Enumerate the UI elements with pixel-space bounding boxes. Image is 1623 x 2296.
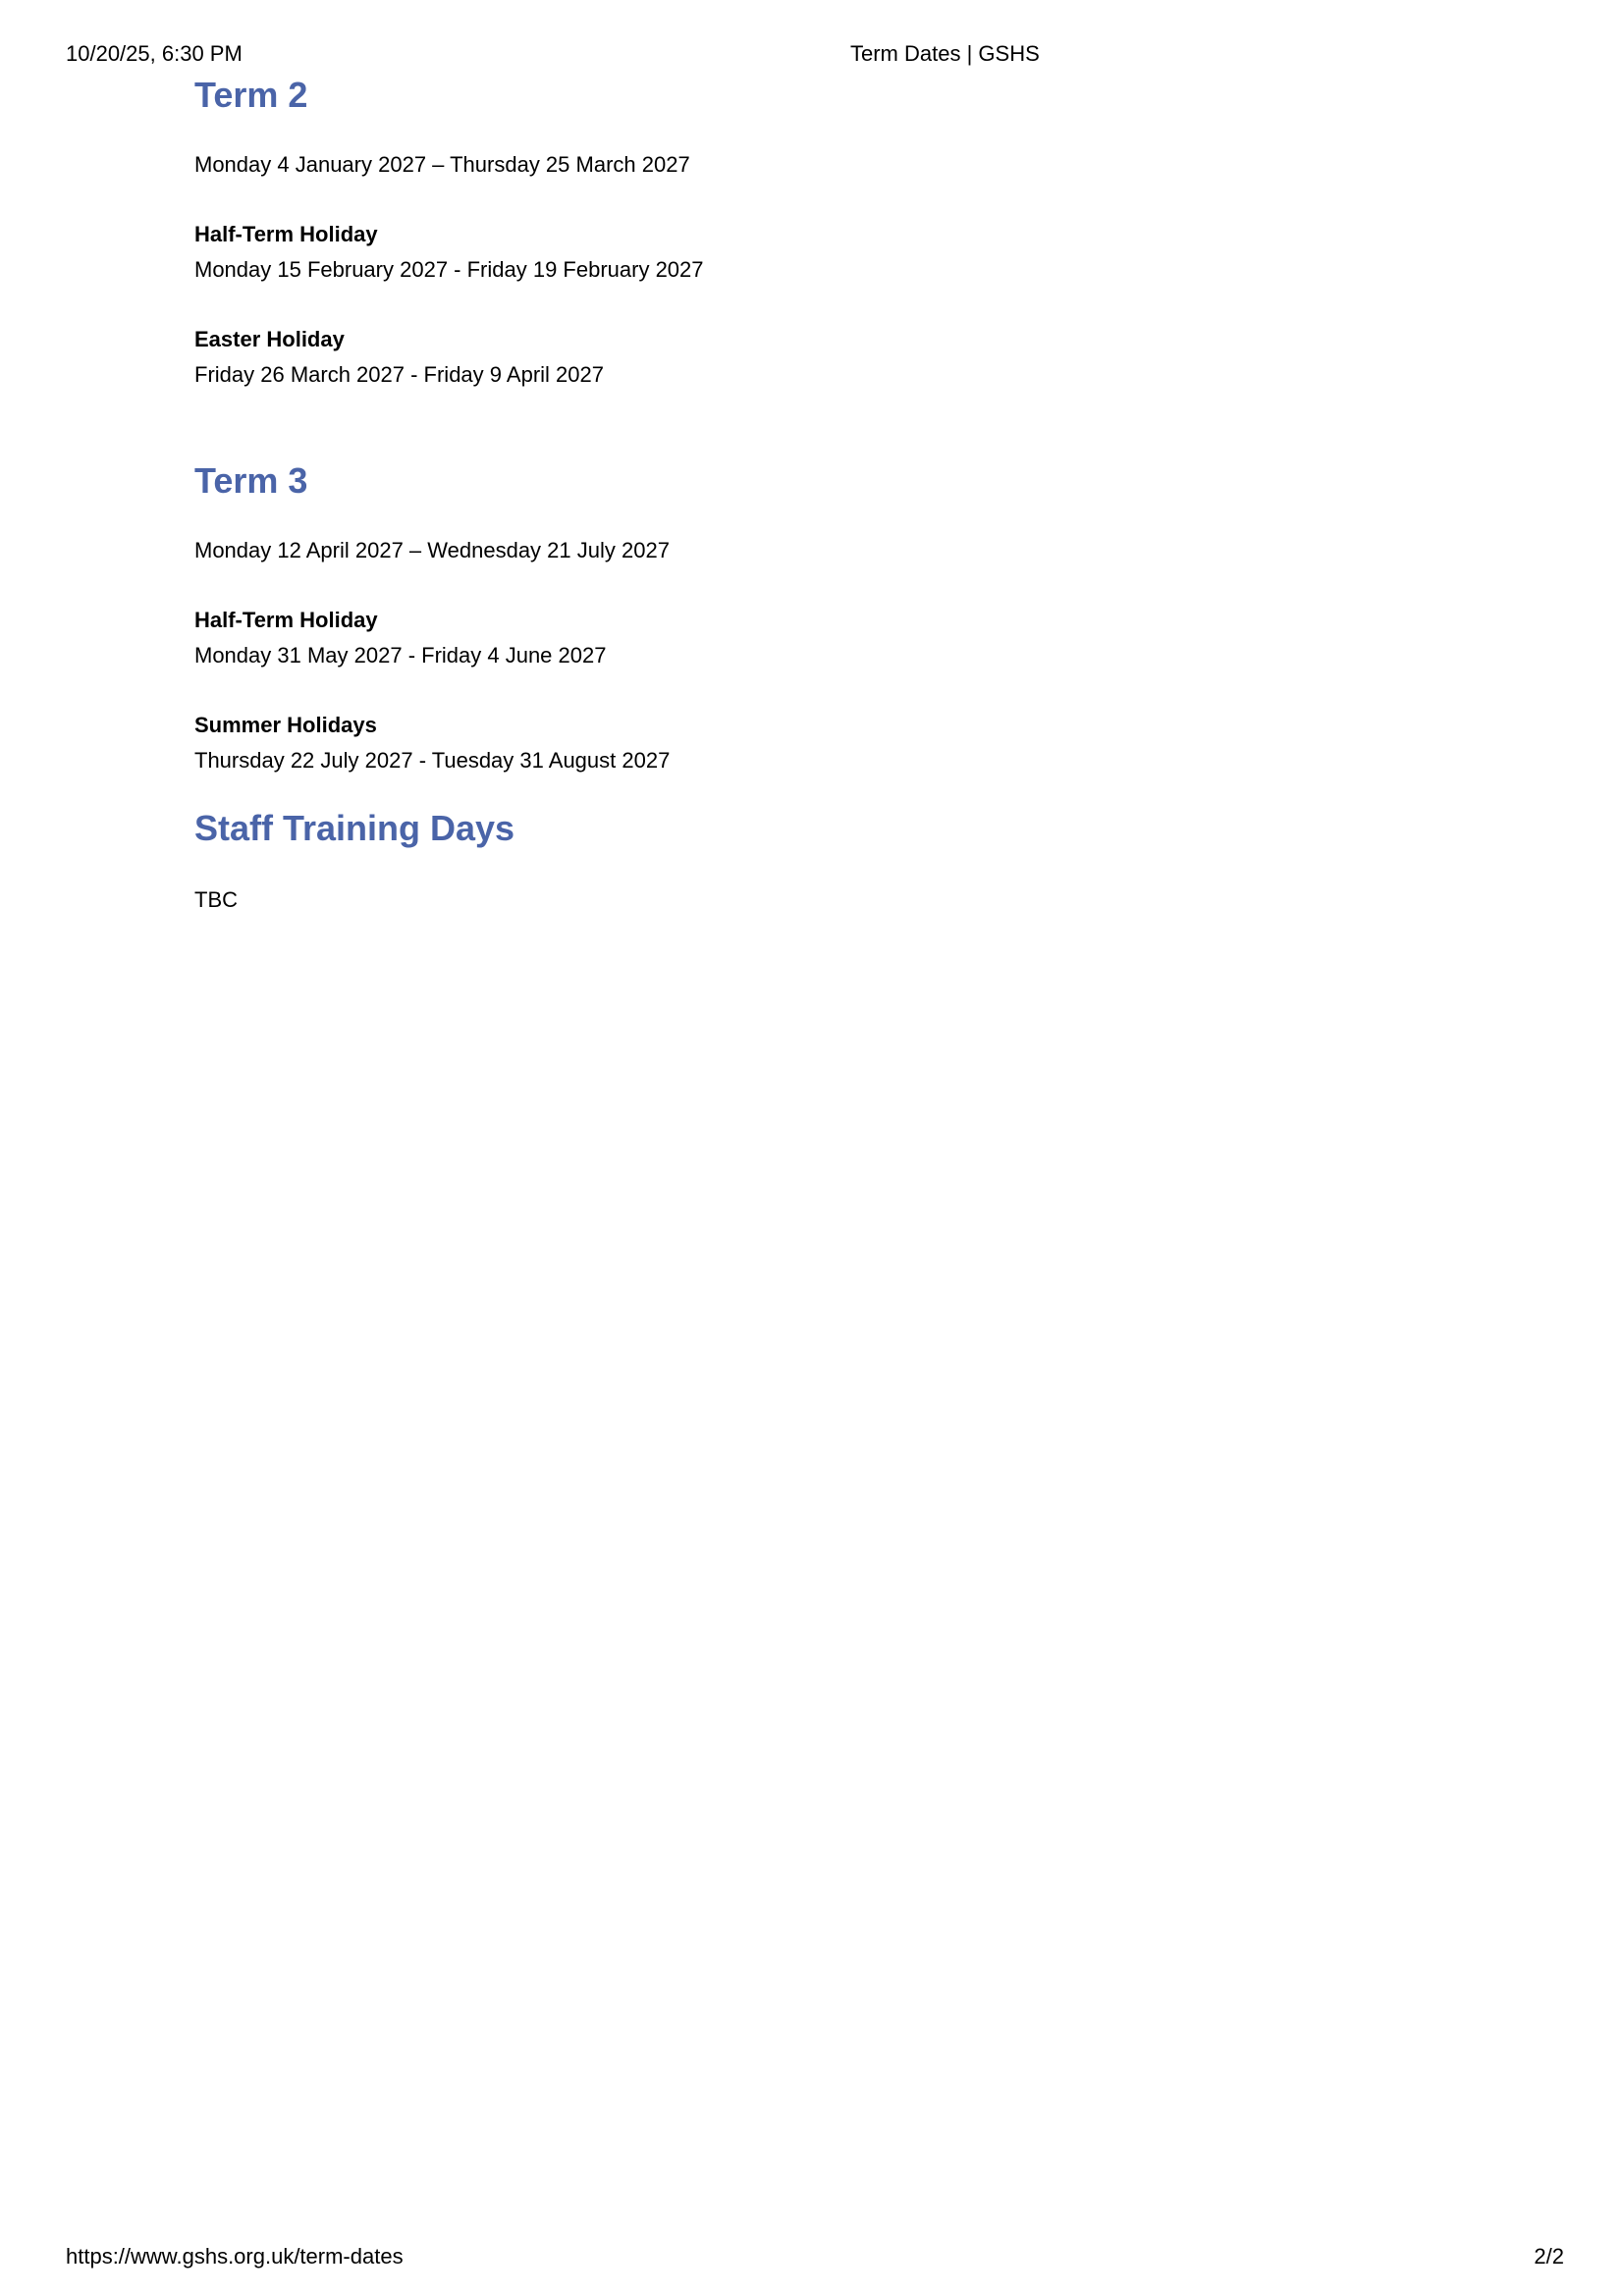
term-2-heading: Term 2 <box>194 75 308 115</box>
term-3-heading: Term 3 <box>194 460 308 501</box>
term-3-summer-dates: Thursday 22 July 2027 - Tuesday 31 August 2027 <box>194 748 671 773</box>
term-3-dates: Monday 12 April 2027 – Wednesday 21 July 2027 <box>194 538 670 562</box>
term-2-dates: Monday 4 January 2027 – Thursday 25 March 2027 <box>194 152 690 177</box>
term-3-summer-label: Summer Holidays <box>194 713 377 737</box>
term-3-half-term-label: Half-Term Holiday <box>194 608 378 632</box>
print-footer-url: https://www.gshs.org.uk/term-dates <box>66 2244 404 2269</box>
term-2-half-term-dates: Monday 15 February 2027 - Friday 19 February 2027 <box>194 257 704 282</box>
print-header-title: Term Dates | GSHS <box>850 41 1040 66</box>
term-2-easter-dates: Friday 26 March 2027 - Friday 9 April 2027 <box>194 362 604 387</box>
staff-training-heading: Staff Training Days <box>194 808 515 848</box>
term-2-half-term-label: Half-Term Holiday <box>194 222 378 246</box>
term-2-easter-label: Easter Holiday <box>194 327 345 351</box>
term-3-half-term-dates: Monday 31 May 2027 - Friday 4 June 2027 <box>194 643 607 667</box>
staff-training-text: TBC <box>194 887 238 912</box>
print-footer-page-number: 2/2 <box>1534 2244 1564 2269</box>
print-header-datetime: 10/20/25, 6:30 PM <box>66 41 243 66</box>
